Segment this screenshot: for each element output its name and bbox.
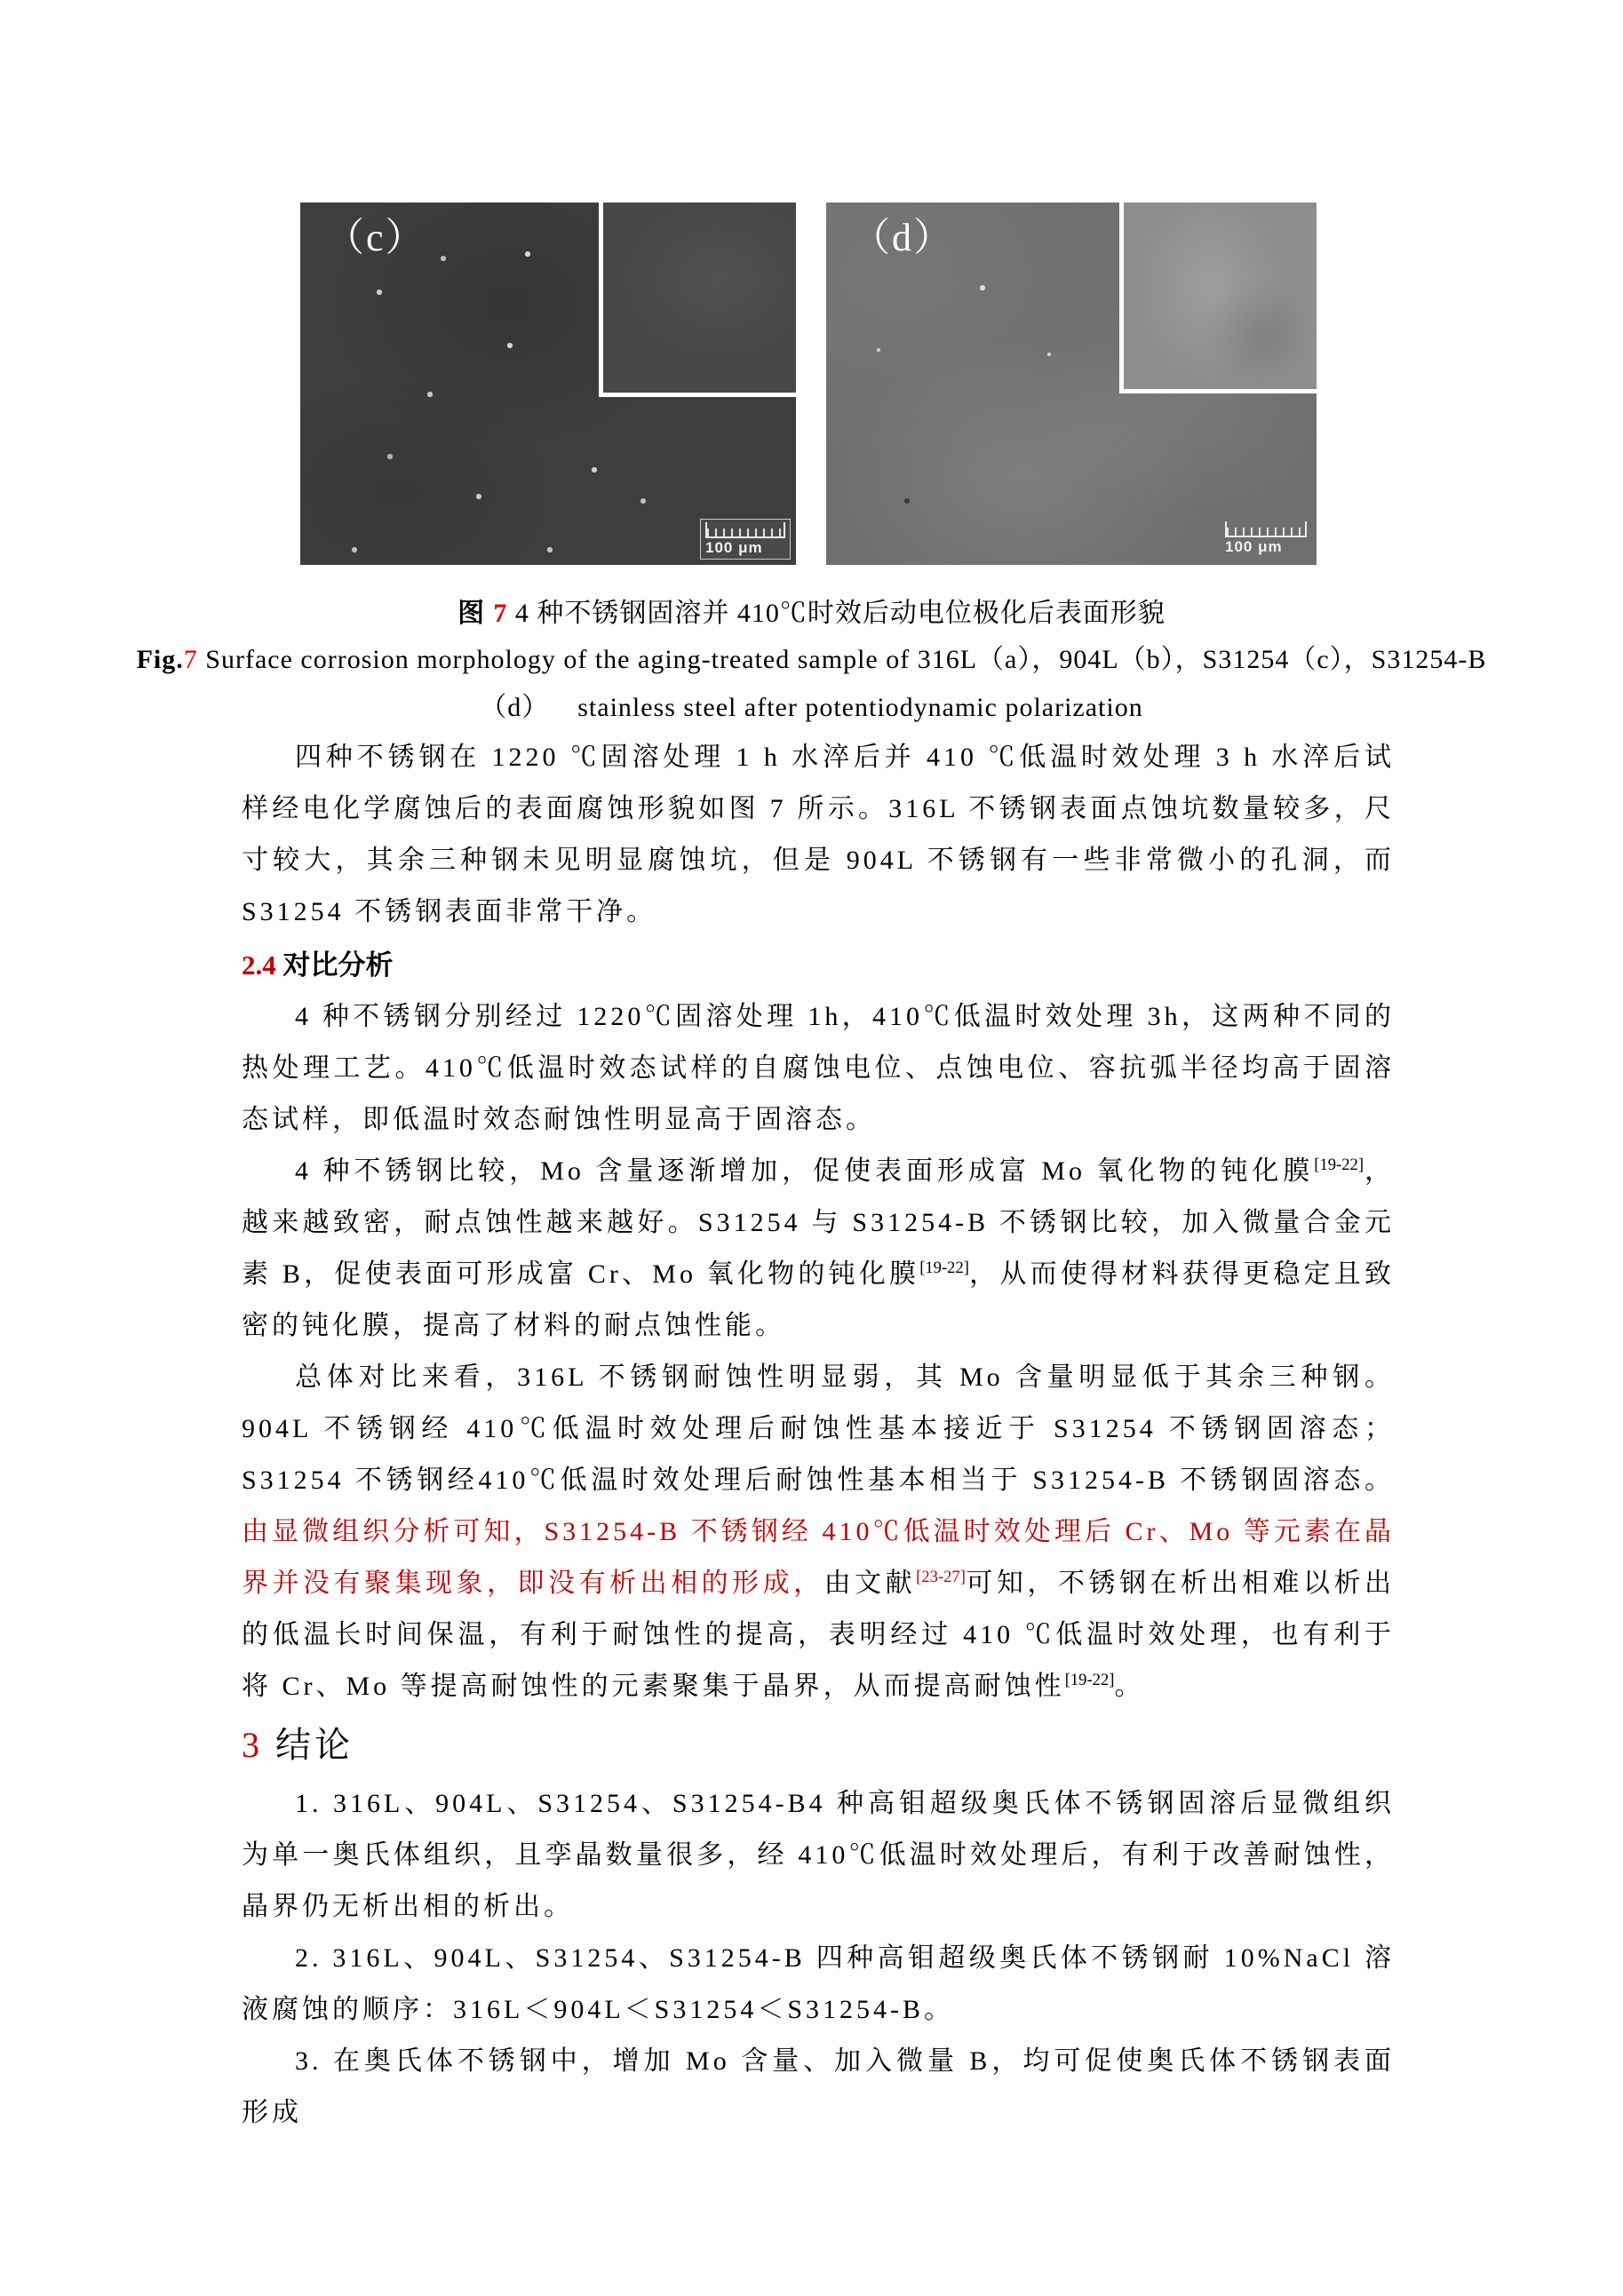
- figure-caption-cn: 图 7 4 种不锈钢固溶并 410℃时效后动电位极化后表面形貌: [457, 599, 1166, 628]
- speck-dots: [826, 203, 828, 204]
- sem-panel-d: [826, 203, 1317, 565]
- paragraph-overall-comparison: 总体对比来看，316L 不锈钢耐蚀性明显弱，其 Mo 含量明显低于其余三种钢。904L 不锈钢经 410℃低温时效处理后耐蚀性基本接近于 S31254 不锈钢固溶态；S31254 不锈钢经410℃低温时效处理后耐蚀性基本相当于 S31254-B 不锈钢固溶态。由显微组织分析可知，S31254-B 不锈钢经 410℃低温时效处理后 Cr、Mo 等元素在晶界并没有聚集现象，即没有析出相的形成，由文献[23-27]可知，不锈钢在析出相难以析出的低温长时间保温，有利于耐蚀性的提高，表明经过 410 ℃低温时效处理，也有利于将 Cr、Mo 等提高耐蚀性的元素聚集于晶界，从而提高耐蚀性[19-22]。: [242, 1363, 1396, 1701]
- scale-label: 100 μm: [705, 539, 763, 556]
- paragraph-heat-treatment: 4 种不锈钢分别经过 1220℃固溶处理 1h，410℃低温时效处理 3h，这两种不同的热处理工艺。410℃低温时效态试样的自腐蚀电位、点蚀电位、容抗弧半径均高于固溶态试样，即低温时效态耐蚀性明显高于固溶态。: [242, 1002, 1395, 1134]
- page-body: [0, 732, 1623, 2139]
- panel-c-inset-image: [599, 203, 796, 397]
- speck-dots: [300, 203, 302, 204]
- paragraph-mo-content: 4 种不锈钢比较，Mo 含量逐渐增加，促使表面形成富 Mo 氧化物的钝化膜[19-22]，越来越致密，耐点蚀性越来越好。S31254 与 S31254-B 不锈钢比较，加入微量合金元素 B，促使表面可形成富 Cr、Mo 氧化物的钝化膜[19-22]，从而使得材料获得更稳定且致密的钝化膜，提高了材料的耐点蚀性能。: [242, 1156, 1395, 1340]
- section-heading-2-4: 2.4 对比分析: [242, 949, 394, 981]
- sem-panel-c: [300, 203, 796, 565]
- conclusion-item-2: 2. 316L、904L、S31254、S31254-B 四种高钼超级奥氏体不锈钢耐 10%NaCl 溶液腐蚀的顺序：316L＜904L＜S31254＜S31254-B。: [242, 1943, 1395, 2024]
- panel-label-d: （d）: [851, 216, 954, 259]
- panel-label-c: （c）: [325, 216, 426, 259]
- conclusion-item-1: 1. 316L、904L、S31254、S31254-B4 种高钼超级奥氏体不锈钢固溶后显微组织为单一奥氏体组织，且孪晶数量很多，经 410℃低温时效处理后，有利于改善耐蚀性，晶界仍无析出相的析出。: [242, 1789, 1395, 1921]
- scale-ruler: [1225, 521, 1307, 537]
- scale-bar: [1221, 519, 1311, 560]
- figure-caption-en-line2: （d） stainless steel after potentiodynamic polarization: [480, 693, 1143, 722]
- section-heading-3-conclusion: 3 结论: [242, 1725, 354, 1765]
- conclusion-item-3: 3. 在奥氏体不锈钢中，增加 Mo 含量、加入微量 B，均可促使奥氏体不锈钢表面形成: [242, 2046, 1395, 2127]
- panel-d-inset-image: [1119, 203, 1317, 393]
- scale-label: 100 μm: [1225, 538, 1283, 555]
- scale-bar: [700, 519, 791, 560]
- paragraph-figure-discussion: 四种不锈钢在 1220 ℃固溶处理 1 h 水淬后并 410 ℃低温时效处理 3 h 水淬后试样经电化学腐蚀后的表面腐蚀形貌如图 7 所示。316L 不锈钢表面点蚀坑数量较多，尺寸较大，其余三种钢未见明显腐蚀坑，但是 904L 不锈钢有一些非常微小的孔洞，而 S31254 不锈钢表面非常干净。: [242, 743, 1395, 926]
- figure-caption-en-line1: Fig.7 Surface corrosion morphology of the aging-treated sample of 316L（a），904L（b），S31254（c），S31254-B: [136, 645, 1487, 674]
- scale-ruler: [705, 522, 785, 538]
- figure-7: [0, 0, 1623, 565]
